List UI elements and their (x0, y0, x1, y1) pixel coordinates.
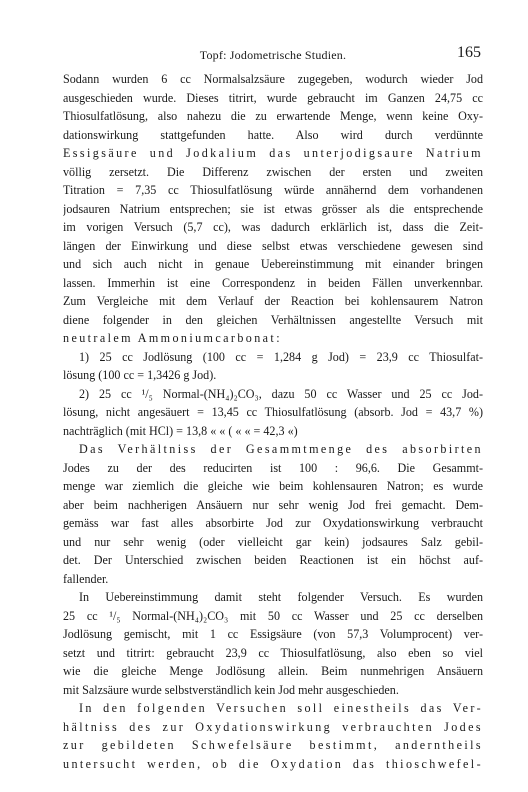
text-line: mit Salzsäure wurde selbstverständlich kein Jod mehr ausgeschieden. (63, 682, 399, 697)
text-line: Jodlösung gemischt, mit 1 cc Essigsäure (von 57,3 Volumprocent) ver- (63, 627, 483, 641)
text-line: ausgeschieden wurde. Dieses titrirt, wurde gebraucht im Ganzen 24,75 cc (63, 90, 483, 105)
text-line: gemäss war fast alles absorbirte Jod zur Oxydationswirkung verbraucht (63, 516, 483, 530)
text-line: diene folgender in den gleichen Verhältnissen angestellte Versuch mit (63, 312, 483, 327)
text-line: völlig zersetzt. Die Differenz zwischen der ersten und zweiten (63, 164, 483, 179)
text-line: lösung (100 cc = 1,3426 g Jod). (63, 368, 217, 382)
text-line: 1) 25 cc Jodlösung (100 cc = 1,284 g Jod) = 23,9 cc Thiosulfat- (79, 349, 483, 364)
text-line: 2) 25 cc ¹/₅ Normal-(NH₄)₂CO₃, dazu 50 cc Wasser und 25 cc Jod- (79, 386, 483, 401)
text-line: im vorigen Versuch (5,7 cc), was dadurch erklärlich ist, dass die Zeit- (63, 220, 483, 234)
text-line: längen der Einwirkung und diese selbst etwas verschiedene gewesen sind (63, 238, 483, 253)
text-line: In Uebereinstimmung damit steht folgender Versuch. Es wurden (79, 590, 483, 604)
text-line: Sodann wurden 6 cc Normalsalzsäure zugegeben, wodurch wieder Jod (63, 72, 483, 86)
text-line-spaced: Das Verhältniss der Gesammtmenge des absorbirten (79, 442, 483, 456)
text-line: lösung, nicht angesäuert = 13,45 cc Thiosulfatlösung (absorb. Jod = 43,7 %) (63, 405, 483, 419)
text-line: fallender. (63, 571, 109, 586)
text-line: jodsauren Natrium entsprechen; sie ist etwas grösser als die entsprechende (63, 201, 483, 216)
text-line-spaced: untersucht werden, ob die Oxydation das thioschwefel- (63, 756, 483, 771)
text-line: lassen. Immerhin ist eine Correspondenz in beiden Fällen unverkennbar. (63, 275, 483, 290)
text-line: wie die gleiche Menge Jodlösung allein. Beim nunmehrigen Ansäuern (63, 664, 483, 678)
text-line: und sich auch nicht in genaue Uebereinstimmung mit einander bringen (63, 257, 483, 271)
body-text (63, 70, 483, 773)
text-line-spaced: hältniss des zur Oxydationswirkung verbrauchten Jodes (63, 719, 483, 734)
text-line: menge war ziemlich die gleiche wie beim kohlensauren Natron; es wurde (63, 479, 483, 493)
text-line: Jodes zu der des reducirten ist 100 : 96,6. Die Gesammt- (63, 460, 483, 475)
text-line: aber beim nachherigen Ansäuern nur sehr wenig Jod frei gemacht. Dem- (63, 497, 483, 512)
text-line-spaced: In den folgenden Versuchen soll einestheils das Ver- (79, 701, 483, 715)
text-line: Thiosulfatlösung, also nahezu die zu erwartende Menge, wenn keine Oxy- (63, 109, 483, 123)
running-header (63, 44, 483, 70)
text-line-spaced: zur gebildeten Schwefelsäure bestimmt, anderntheils (63, 738, 483, 752)
page-number: 165 (457, 44, 481, 61)
document-page (63, 44, 483, 773)
text-line: und nur sehr wenig (oder vielleicht gar kein) jodsaures Salz gebil- (63, 534, 483, 549)
text-line-spaced: Essigsäure und Jodkalium das unterjodigsaure Natrium (63, 146, 483, 160)
text-line: dationswirkung stattgefunden hatte. Also wird durch verdünnte (63, 127, 483, 142)
text-line-spaced: neutralem Ammoniumcarbonat: (63, 331, 282, 345)
text-line: Zum Vergleiche mit dem Verlauf der Reaction bei kohlensaurem Natron (63, 294, 483, 308)
text-line: setzt und titrirt: gebraucht 23,9 cc Thiosulfatlösung, also eben so viel (63, 645, 483, 660)
text-line: det. Der Unterschied zwischen beiden Reactionen ist ein höchst auf- (63, 553, 483, 567)
text-line: Titration = 7,35 cc Thiosulfatlösung würde annähernd dem vorhandenen (63, 183, 483, 197)
text-line: 25 cc ¹/₅ Normal-(NH₄)₂CO₃ mit 50 cc Wasser und 25 cc derselben (63, 608, 483, 623)
running-title: Topf: Jodometrische Studien. (199, 48, 347, 62)
text-line: nachträglich (mit HCl) = 13,8 « « ( « « = 42,3 «) (63, 423, 298, 438)
